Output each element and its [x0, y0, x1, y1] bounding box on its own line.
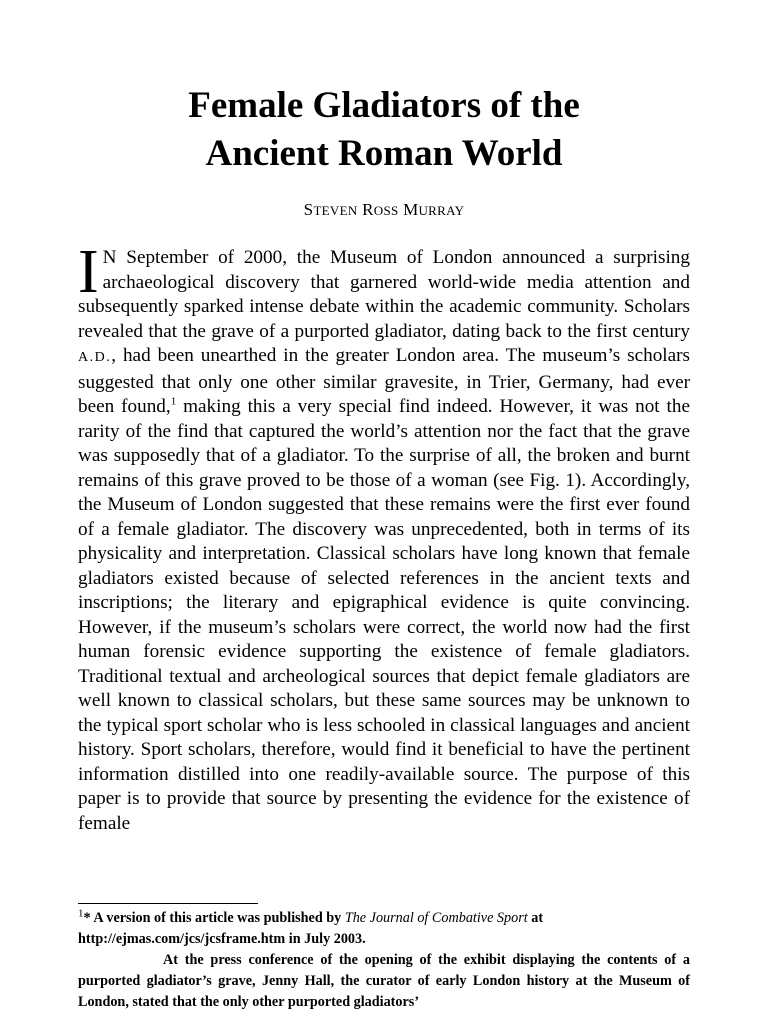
author-last-rest: URRAY: [418, 203, 465, 218]
footnote-1-mark: 1: [78, 907, 84, 920]
body-text-1: N September of 2000, the Museum of London announced a surprising archaeological discovery that garnered world-wide media attention and subsequently sparked intense debate within the academic community. Scholars revealed that the grave of a purported gladiator, dating back to the first century: [78, 247, 690, 342]
drop-cap: I: [78, 238, 99, 306]
author-middle-initial: R: [362, 200, 374, 219]
footnote-reference[interactable]: 1: [170, 395, 177, 408]
footnote-1-text: * A version of this article was published by: [83, 910, 345, 926]
author-last-initial: M: [403, 200, 419, 219]
title-line-2: Ancient Roman World: [205, 133, 563, 174]
body-text-2: , had been unearthed in the greater London area. The museum’s scholars suggested that only one other similar gravesite, in Trier, Germany, had ever been found,: [78, 345, 690, 417]
footnotes: [78, 908, 690, 1013]
author-first-initial: S: [303, 200, 314, 219]
footnote-1-at: at: [527, 910, 544, 926]
author-name: [78, 200, 690, 220]
author-middle-rest: OSS: [373, 203, 399, 218]
footnote-2: At the press conference of the opening of the exhibit displaying the contents of a purported gladiator’s grave, Jenny Hall, the curator of early London history at the Museum of London, stated that the only other purported gladiators’: [78, 952, 690, 1010]
article-body: [78, 238, 690, 836]
era-abbreviation: A.D.: [78, 350, 112, 365]
journal-title: The Journal of Combative Sport: [344, 910, 528, 926]
footnote-1: [78, 908, 690, 950]
body-paragraph: [78, 238, 690, 836]
footnote-1-url[interactable]: http://ejmas.com/jcs/jcsframe.htm in July 2003.: [78, 931, 366, 947]
document-page: [78, 0, 690, 1024]
footnote-divider: [78, 903, 258, 904]
author-first-rest: TEVEN: [313, 203, 358, 218]
body-text-3: making this a very special find indeed. However, it was not the rarity of the find that captured the world’s attention nor the fact that the grave was supposedly that of a gladiator. To the surprise of all, the broken and burnt remains of this grave proved to be those of a woman (see Fig. 1). Accordingly, the Museum of London suggested that these remains were the first ever found of a female gladiator. The discovery was unprecedented, both in terms of its physicality and interpretation. Classical scholars have long known that female gladiators existed because of selected references in the ancient texts and inscriptions; the literary and epigraphical evidence is quite convincing. However, if the museum’s scholars were correct, the world now had the first human forensic evidence supporting the existence of female gladiators. Traditional textual and archeological sources that depict female gladiators are well known to classical scholars, but these same sources may be unknown to the typical sport scholar who is less schooled in classical languages and ancient history. Sport scholars, therefore, would find it beneficial to have the pertinent information distilled into one readily-available source. The purpose of this paper is to provide that source by presenting the evidence for the existence of female: [78, 396, 690, 834]
article-title: [78, 82, 690, 178]
title-line-1: Female Gladiators of the: [188, 85, 580, 126]
